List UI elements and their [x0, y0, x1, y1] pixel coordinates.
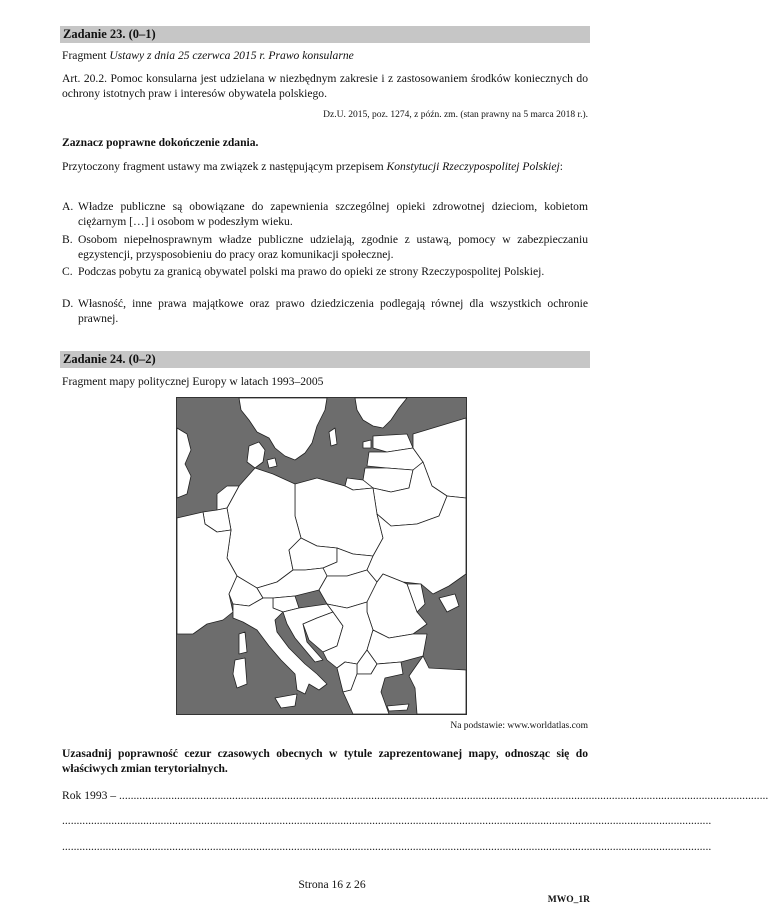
map-caption: Fragment mapy politycznej Europy w latach 1993–2005	[62, 375, 324, 388]
fragment-prefix: Fragment	[62, 49, 110, 62]
answer-label-1993: Rok 1993 –	[62, 789, 120, 802]
task-24-instruction: Uzasadnij poprawność cezur czasowych obecnych w tytule zaprezentowanej mapy, odnosząc się do właściwych zmian terytorialnych.	[62, 747, 588, 775]
option-a-text: Władze publiczne są obowiązane do zapewnienia szczególnej opieki zdrowotnej dzieciom, kobietom ciężarnym […] i osobom w podeszłym wieku.	[78, 200, 588, 228]
option-d[interactable]	[62, 297, 588, 326]
map-source: Na podstawie: www.worldatlas.com	[450, 721, 588, 731]
question-suffix: :	[559, 160, 563, 173]
exam-code: MWO_1R	[547, 895, 590, 905]
option-b-letter: B.	[62, 233, 73, 246]
europe-map-svg	[177, 398, 466, 714]
france-land	[177, 512, 237, 634]
option-a[interactable]	[62, 200, 588, 229]
option-a-letter: A.	[62, 200, 74, 213]
task-23-instruction: Zaznacz poprawne dokończenie zdania.	[62, 136, 259, 149]
option-d-text: Własność, inne prawa majątkowe oraz prawo dziedziczenia podlegają równej dla wszystkich ochronie prawnej.	[78, 297, 588, 325]
answer-line-1993[interactable]	[62, 789, 768, 802]
option-c[interactable]	[62, 265, 588, 280]
fragment-heading	[62, 49, 588, 64]
task-24-header: Zadanie 24. (0–2)	[60, 351, 590, 368]
question-prefix: Przytoczony fragment ustawy ma związek z następującym przepisem	[62, 160, 387, 173]
task-23-question	[62, 160, 588, 175]
option-b-text: Osobom niepełnosprawnym władze publiczne udzielają, zgodnie z ustawą, pomocy w zabezpieczaniu egzystencji, przysposobieniu do pracy oraz komunikacji społecznej.	[78, 233, 588, 261]
page-number: Strona 16 z 26	[298, 878, 366, 891]
danish-islands	[267, 458, 277, 468]
fragment-title: Ustawy z dnia 25 czerwca 2015 r. Prawo konsularne	[109, 49, 354, 62]
task-23-header: Zadanie 23. (0–1)	[60, 26, 590, 43]
option-b[interactable]	[62, 233, 588, 262]
option-c-text: Podczas pobytu za granicą obywatel polski ma prawo do opieki ze strony Rzeczypospolitej Polskiej.	[78, 265, 545, 278]
option-c-letter: C.	[62, 265, 73, 278]
option-d-letter: D.	[62, 297, 74, 310]
answer-dots-1: ................................................................................................................................................................................................................................	[119, 789, 768, 802]
question-italic: Konstytucji Rzeczypospolitej Polskiej	[386, 160, 560, 173]
answer-line-2[interactable]: ................................................................................................................................................................................................................................	[62, 814, 712, 827]
europe-political-map	[176, 397, 467, 715]
answer-line-3[interactable]: ................................................................................................................................................................................................................................	[62, 840, 712, 853]
article-text: Art. 20.2. Pomoc konsularna jest udzielana w niezbędnym zakresie i z zastosowaniem środków koniecznych do ochrony istotnych praw i interesów obywatela polskiego.	[62, 72, 588, 100]
legal-source: Dz.U. 2015, poz. 1274, z późn. zm. (stan prawny na 5 marca 2018 r.).	[323, 110, 588, 120]
